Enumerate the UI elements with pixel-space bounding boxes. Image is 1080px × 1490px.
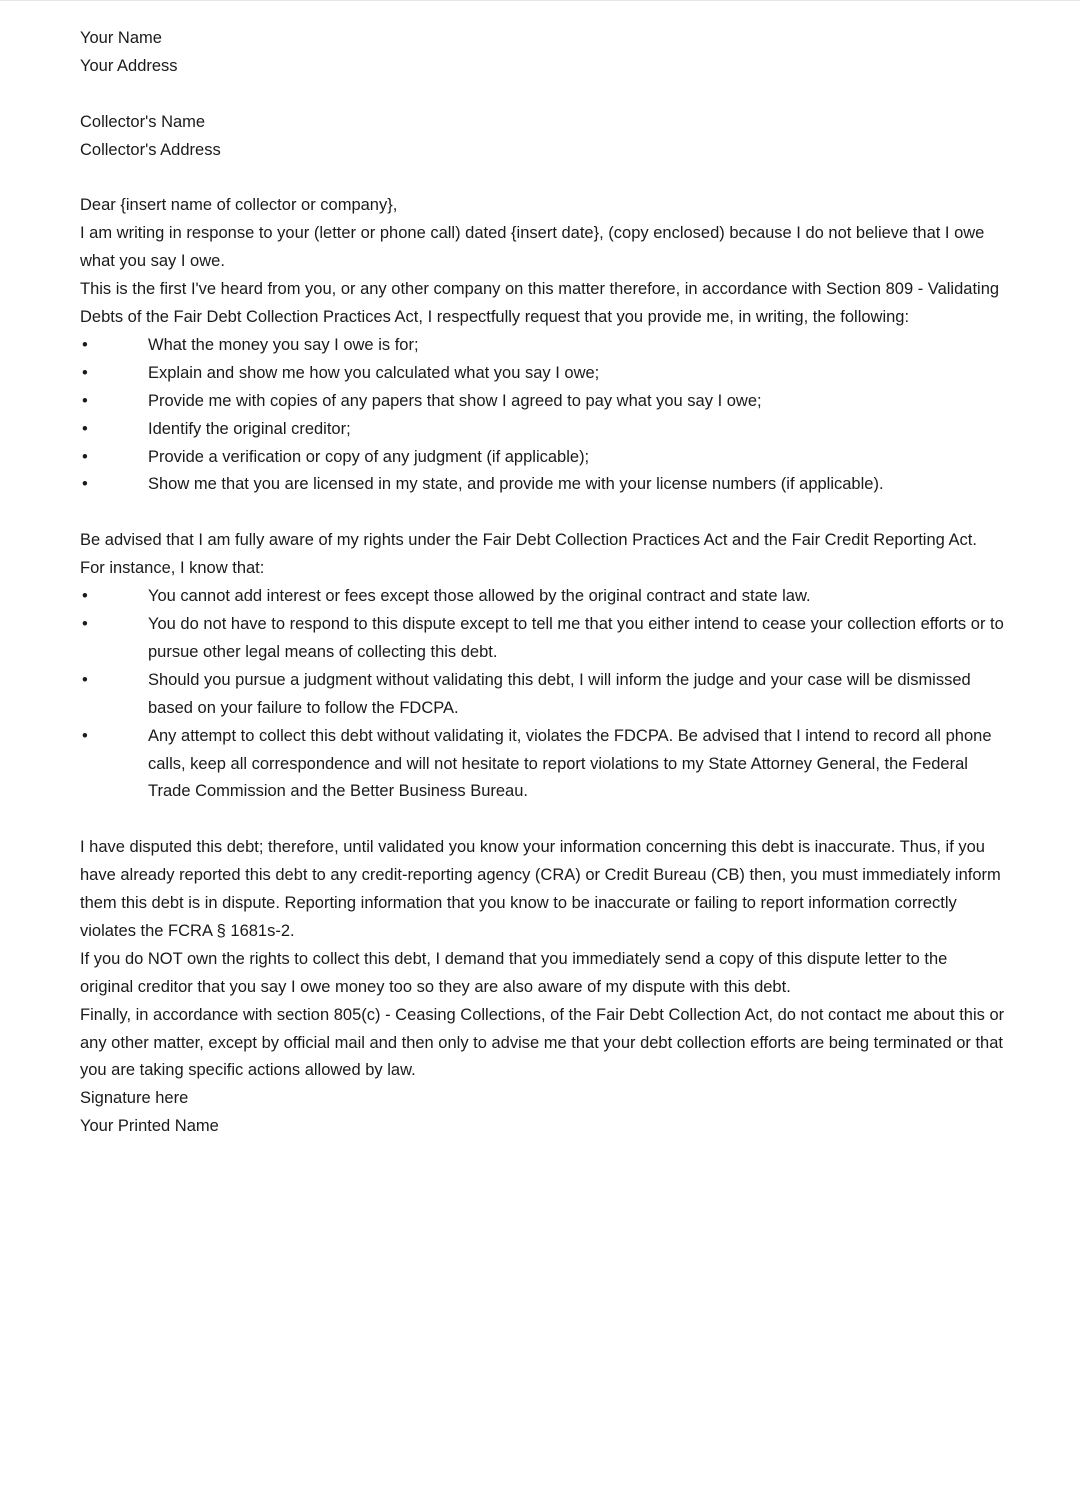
list-item xyxy=(80,444,1005,472)
bullet-icon: • xyxy=(82,391,88,410)
list-item-text: You do not have to respond to this dispute except to tell me that you either intend to cease your collection efforts or to pursue other legal means of collecting this debt. xyxy=(148,614,1004,661)
recipient-address: Collector's Address xyxy=(80,140,221,159)
bullet-icon: • xyxy=(82,587,88,606)
list-item xyxy=(80,611,1005,667)
list-item xyxy=(80,723,1005,807)
bullet-icon: • xyxy=(82,726,88,745)
rights-list xyxy=(80,583,1005,806)
list-item-text: Identify the original creditor; xyxy=(148,419,351,438)
bullet-icon: • xyxy=(82,670,88,689)
bullet-icon: • xyxy=(82,614,88,633)
list-item-text: Explain and show me how you calculated what you say I owe; xyxy=(148,363,600,382)
bullet-icon: • xyxy=(82,447,88,466)
paragraph-ownership: If you do NOT own the rights to collect this debt, I demand that you immediately send a copy of this dispute letter to the original creditor that you say I owe money too so they are also aware of my dispute with this debt. xyxy=(80,949,948,996)
request-list xyxy=(80,332,1005,499)
paragraph-closing: Finally, in accordance with section 805(c) - Ceasing Collections, of the Fair Debt Collection Act, do not contact me about this or any other matter, except by official mail and then only to advise me that your debt collection efforts are being terminated or that you are taking specific actions allowed by law. xyxy=(80,1005,1005,1080)
bullet-icon: • xyxy=(82,335,88,354)
list-item xyxy=(80,416,1005,444)
list-item-text: Any attempt to collect this debt without validating it, violates the FDCPA. Be advised that I intend to record all phone calls, keep all correspondence and will not hesitate to report violations to my State Attorney General, the Federal Trade Commission and the Better Business Bureau. xyxy=(148,726,992,801)
printed-name: Your Printed Name xyxy=(80,1117,219,1136)
list-item-text: Provide me with copies of any papers that show I agreed to pay what you say I owe; xyxy=(148,391,762,410)
paragraph-disputed: I have disputed this debt; therefore, until validated you know your information concerning this debt is inaccurate. Thus, if you have already reported this debt to any credit-reporting agency (CRA) or Credit Bureau (CB) then, you must immediately inform them this debt is in dispute. Reporting information that you know to be inaccurate or failing to report information correctly violates the FCRA § 1681s-2. xyxy=(80,838,1001,940)
paragraph-intro: I am writing in response to your (letter or phone call) dated {insert date}, (copy enclosed) because I do not believe that I owe what you say I owe. xyxy=(80,224,985,271)
recipient-block xyxy=(80,109,1005,165)
recipient-name: Collector's Name xyxy=(80,112,206,131)
list-item-text: Show me that you are licensed in my state, and provide me with your license numbers (if applicable). xyxy=(148,475,884,494)
list-item xyxy=(80,388,1005,416)
list-item-text: Provide a verification or copy of any judgment (if applicable); xyxy=(148,447,590,466)
list-item xyxy=(80,360,1005,388)
list-item xyxy=(80,332,1005,360)
list-item-text: Should you pursue a judgment without validating this debt, I will inform the judge and your case will be dismissed based on your failure to follow the FDCPA. xyxy=(148,670,971,717)
sender-block xyxy=(80,25,1005,81)
salutation: Dear {insert name of collector or company}, xyxy=(80,196,398,215)
bullet-icon: • xyxy=(82,419,88,438)
paragraph-rights: Be advised that I am fully aware of my rights under the Fair Debt Collection Practices Act and the Fair Credit Reporting Act. For instance, I know that: xyxy=(80,531,977,578)
list-item-text: You cannot add interest or fees except those allowed by the original contract and state law. xyxy=(148,587,811,606)
letter-body xyxy=(80,25,1005,1141)
list-item xyxy=(80,667,1005,723)
list-item xyxy=(80,583,1005,611)
signature-line: Signature here xyxy=(80,1089,189,1108)
bullet-icon: • xyxy=(82,475,88,494)
list-item-text: What the money you say I owe is for; xyxy=(148,335,419,354)
bullet-icon: • xyxy=(82,363,88,382)
paragraph-request: This is the first I've heard from you, or any other company on this matter therefore, in accordance with Section 809 - Validating Debts of the Fair Debt Collection Practices Act, I respectfully request that you provide me, in writing, the following: xyxy=(80,280,1000,327)
list-item xyxy=(80,471,1005,499)
signature-block xyxy=(80,1085,1005,1141)
sender-address: Your Address xyxy=(80,56,178,75)
sender-name: Your Name xyxy=(80,29,162,47)
